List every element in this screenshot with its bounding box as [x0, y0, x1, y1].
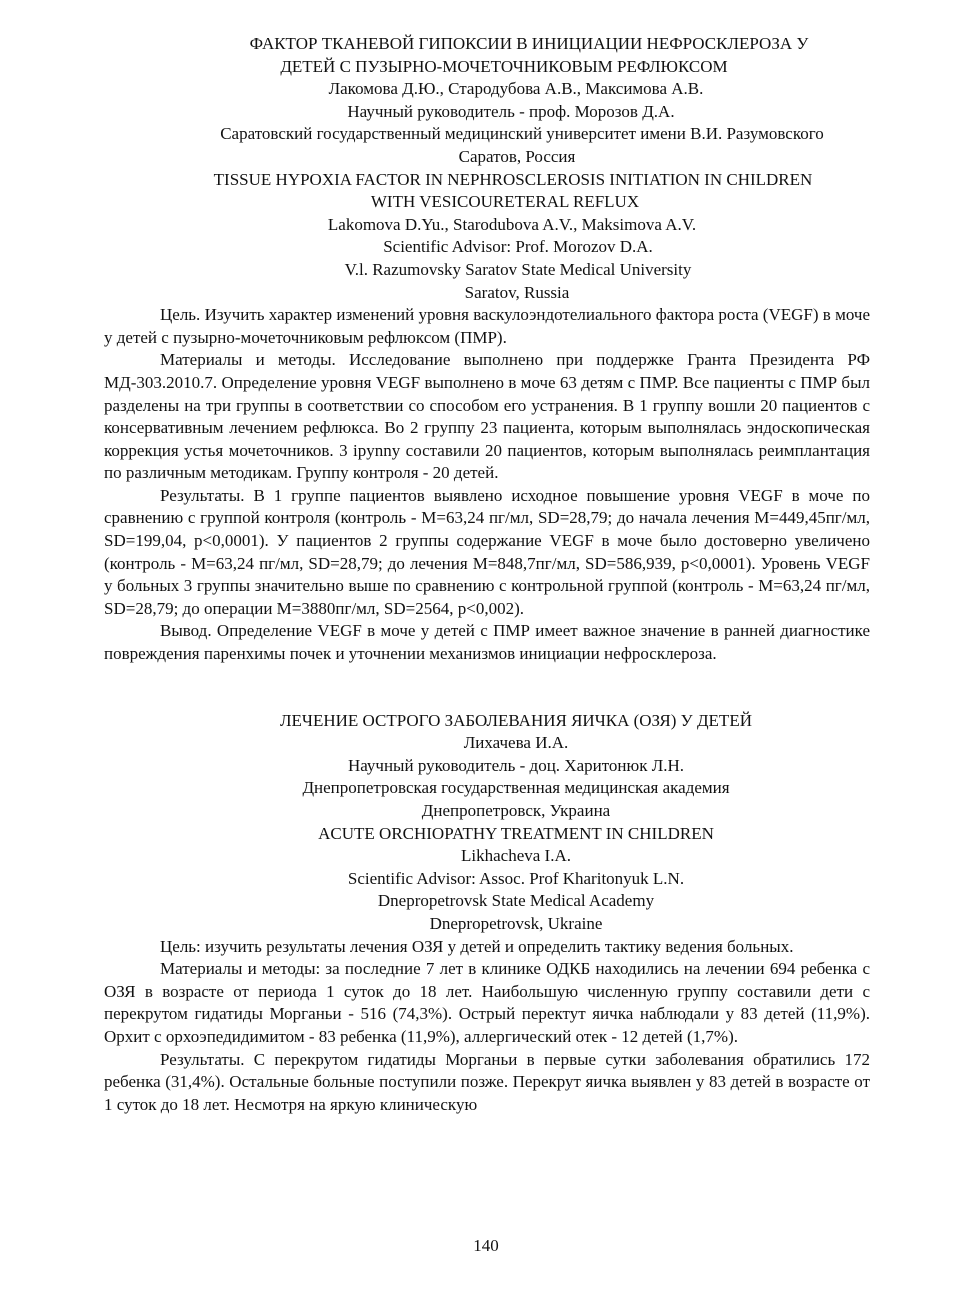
- article-2-city-ru: Днепропетровск, Украина: [421, 801, 611, 820]
- article-2-title-ru: ЛЕЧЕНИЕ ОСТРОГО ЗАБОЛЕВАНИЯ ЯИЧКА (ОЗЯ) У ДЕТЕЙ: [280, 710, 752, 730]
- article-2-authors-ru: Лихачева И.А.: [463, 733, 569, 753]
- article-2: [104, 710, 870, 1117]
- article-2-advisor-ru: Научный руководитель - доц. Харитонюк Л.Н.: [347, 755, 685, 775]
- article-1-advisor-en: Scientific Advisor: Prof. Morozov D.A.: [383, 237, 653, 257]
- article-2-advisor-en: Scientific Advisor: Assoc. Prof Kharitonyuk L.N.: [347, 868, 685, 888]
- article-1-city-ru: Саратов, Россия: [458, 146, 576, 166]
- article-2-methods-paragraph: Материалы и методы: за последние 7 лет в клинике ОДКБ находились на лечении 694 ребенка с ОЗЯ в возрасте от периода 1 суток до 18 лет. Наибольшую численную группу составили дети с перекрутом гидатиды Морганьи - 516 (74,3%). Острый перектут яичка наблюдали у 83 детей (11,9%). Орхит с орхоэпедидимитом - 83 ребенка (11,9%), аллергический отек - 12 детей (1,7%).: [104, 959, 870, 1046]
- article-1-institution-ru: Саратовский государственный медицинский университет имени В.И. Разумовского: [220, 124, 824, 144]
- article-1-authors-en: Lakomova D.Yu., Starodubova A.V., Maksimova A.V.: [327, 214, 697, 234]
- article-1-title-en-line-2: WITH VESICOURETERAL REFLUX: [370, 192, 640, 212]
- article-1-aim-paragraph: Цель. Изучить характер изменений уровня васкулоэндотелиального фактора роста (VEGF) в моче у детей с пузырно-мочеточниковым рефлюксом (ПМР).: [104, 305, 870, 347]
- article-2-city-en: Dnepropetrovsk, Ukraine: [429, 913, 603, 933]
- article-separator: [104, 666, 870, 710]
- article-1-title-en-line-1: TISSUE HYPOXIA FACTOR IN NEPHROSCLEROSIS INITIATION IN CHILDREN: [213, 169, 813, 189]
- article-2-institution-en: Dnepropetrovsk State Medical Academy: [377, 891, 655, 911]
- article-1-methods-paragraph: Материалы и методы. Исследование выполнено при поддержке Гранта Президента РФ МД-303.2010.7. Определение уровня VEGF выполнено в моче 63 детям с ПМР. Все пациенты с ПМР был разделены на три группы в соответствии со способом его устранения. В 1 группу вошли 20 пациентов с консервативным лечением рефлюкса. Во 2 группу 23 пациента, которым выполнялась эндоскопическая коррекция устья мочеточников. 3 iрynny составили 20 пациентов, которым выполнялась реимплантация по различным методикам. Группу контроля - 20 детей.: [104, 350, 870, 483]
- page-number: 140: [473, 1236, 499, 1255]
- article-1-results-paragraph: Результаты. В 1 группе пациентов выявлено исходное повышение уровня VEGF в моче по сравнению с группой контроля (контроль - М=63,24 пг/мл, SD=28,79; до начала лечения М=449,45пг/мл, SD=199,04, р<0,0001). У пациентов 2 группы содержание VEGF в моче было достоверно увеличено (контроль - М=63,24 пг/мл, SD=28,79; до лечения М=848,7пг/мл, SD=586,939, р<0,0001). Уровень VEGF у больных 3 группы значительно выше по сравнению с контрольной группой (контроль - М=63,24 пг/мл, SD=28,79; до операции М=3880пг/мл, SD=2564, р<0,002).: [104, 485, 870, 618]
- article-1-title-ru-line-1: ФАКТОР ТКАНЕВОЙ ГИПОКСИИ В ИНИЦИАЦИИ НЕФРОСКЛЕРОЗА У: [249, 34, 809, 53]
- page-body: [104, 33, 870, 1116]
- article-1-advisor-ru: Научный руководитель - проф. Морозов Д.А.: [347, 101, 675, 121]
- article-1-city-en: Saratov, Russia: [464, 282, 570, 302]
- article-1: [104, 33, 870, 666]
- article-2-institution-ru: Днепропетровская государственная медицинская академия: [302, 778, 730, 798]
- article-1-authors-ru: Лакомова Д.Ю., Стародубова А.В., Максимова А.В.: [328, 79, 704, 99]
- article-1-institution-en: V.l. Razumovsky Saratov State Medical University: [344, 259, 692, 279]
- article-1-title-ru-line-2: ДЕТЕЙ С ПУЗЫРНО-МОЧЕТОЧНИКОВЫМ РЕФЛЮКСОМ: [280, 56, 728, 76]
- article-2-authors-en: Likhacheva I.A.: [461, 846, 571, 866]
- article-2-title-en: ACUTE ORCHIOPATHY TREATMENT IN CHILDREN: [318, 823, 714, 843]
- article-1-conclusion-paragraph: Вывод. Определение VEGF в моче у детей с ПМР имеет важное значение в ранней диагностике повреждения паренхимы почек и уточнении механизмов инициации нефросклероза.: [104, 621, 870, 664]
- article-2-aim-paragraph: Цель: изучить результаты лечения ОЗЯ у детей и определить тактику ведения больных.: [160, 936, 794, 956]
- article-2-results-paragraph: Результаты. С перекрутом гидатиды Морганьи в первые сутки заболевания обратились 172 ребенка (31,4%). Остальные больные поступили позже. Перекрут яичка выявлен у 83 детей в возрасте от 1 суток до 18 лет. Несмотря на яркую клиническую: [104, 1049, 870, 1114]
